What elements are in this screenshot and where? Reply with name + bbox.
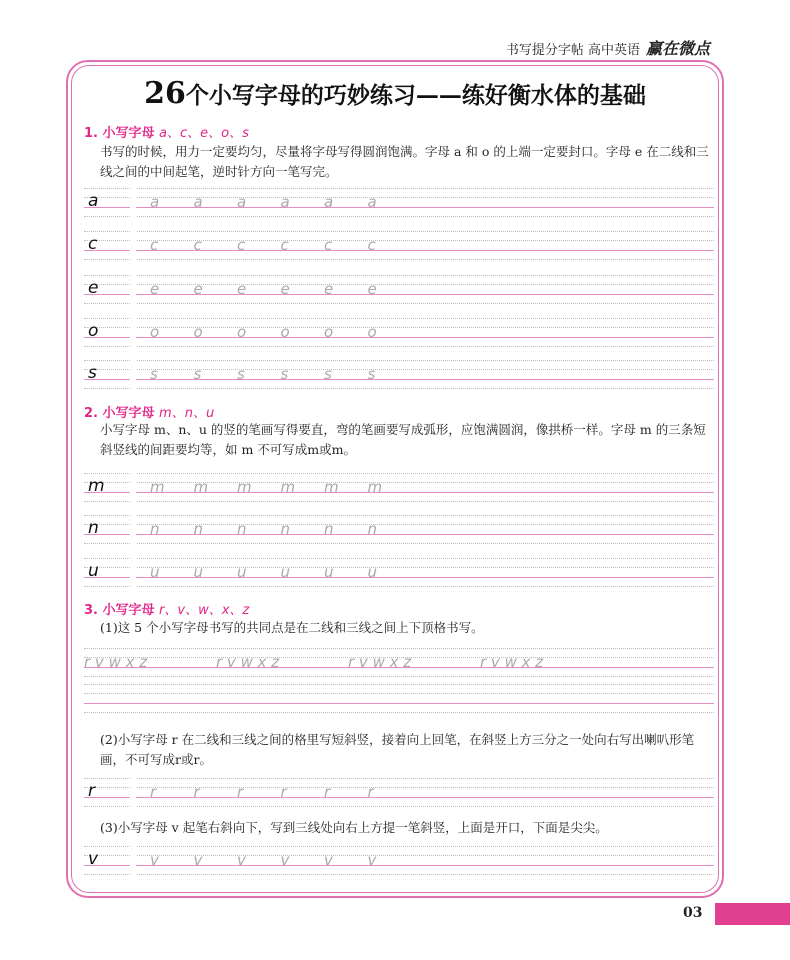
trace-letter: s bbox=[193, 365, 202, 383]
practice-row[interactable] bbox=[84, 318, 714, 348]
trace-letter: o bbox=[193, 323, 203, 341]
trace-letter: a bbox=[237, 193, 247, 211]
page-title bbox=[0, 76, 790, 111]
row-gap bbox=[130, 358, 136, 392]
trace-letter: o bbox=[237, 323, 247, 341]
row-gap bbox=[130, 776, 136, 810]
guide-line bbox=[84, 360, 714, 361]
trace-letter: m bbox=[193, 478, 209, 496]
trace-letter: n bbox=[280, 520, 291, 538]
trace-letter: r bbox=[280, 783, 287, 801]
trace-letter: e bbox=[237, 280, 247, 298]
guide-line bbox=[84, 216, 714, 217]
trace-letter: m bbox=[237, 478, 252, 496]
guide-line bbox=[84, 806, 714, 807]
section-2-text: 小写字母 m、n、u 的竖的笔画写得要直，弯的笔画要写成弧形，应饱满圆润，像拱桥一样。字母 m 的三条短斜竖线的间距要均等，如 m 不可写成m或m。 bbox=[100, 422, 706, 457]
guide-line bbox=[84, 327, 714, 328]
baseline bbox=[84, 703, 714, 704]
guide-line bbox=[84, 318, 714, 319]
practice-row[interactable] bbox=[84, 778, 714, 808]
trace-letter: e bbox=[193, 280, 203, 298]
practice-row[interactable] bbox=[84, 360, 714, 390]
trace-letter: r bbox=[150, 783, 157, 801]
trace-letter: r v w x z bbox=[480, 653, 544, 671]
baseline bbox=[84, 534, 714, 535]
guide-line bbox=[84, 778, 714, 779]
practice-row[interactable] bbox=[84, 648, 714, 678]
trace-letter: r bbox=[193, 783, 200, 801]
section-3-text-3: (3)小写字母 v 起笔右斜向下，写到三线处向右上方提一笔斜竖，上面是开口，下面是尖尖。 bbox=[100, 820, 608, 835]
guide-line bbox=[84, 501, 714, 502]
trace-letter: v bbox=[237, 851, 246, 869]
guide-line bbox=[84, 846, 714, 847]
trace-letter: r v w x z bbox=[216, 653, 280, 671]
sample-letter: u bbox=[88, 561, 99, 581]
trace-letter: c bbox=[150, 236, 159, 254]
row-gap bbox=[130, 229, 136, 263]
baseline bbox=[84, 492, 714, 493]
trace-letter: m bbox=[324, 478, 339, 496]
trace-letter: s bbox=[237, 365, 245, 383]
trace-letter: c bbox=[280, 236, 289, 254]
trace-letter: r v w x z bbox=[348, 653, 412, 671]
guide-line bbox=[84, 259, 714, 260]
sample-letter: s bbox=[88, 363, 97, 383]
guide-line bbox=[84, 543, 714, 544]
guide-line bbox=[84, 346, 714, 347]
trace-letter: a bbox=[193, 193, 203, 211]
row-gap bbox=[130, 316, 136, 350]
baseline bbox=[84, 337, 714, 338]
guide-line bbox=[84, 586, 714, 587]
trace-letter: n bbox=[193, 520, 204, 538]
guide-line bbox=[84, 482, 714, 483]
trace-letter: c bbox=[237, 236, 246, 254]
baseline bbox=[84, 379, 714, 380]
section-3-text-1: (1)这 5 个小写字母书写的共同点是在二线和三线之间上下顶格书写。 bbox=[100, 620, 484, 635]
trace-letter: n bbox=[150, 520, 160, 538]
baseline bbox=[84, 294, 714, 295]
page-number: 03 bbox=[683, 905, 703, 921]
sample-letter: v bbox=[88, 849, 99, 869]
sample-letter: o bbox=[88, 321, 99, 341]
guide-line bbox=[84, 676, 714, 677]
trace-letter: r bbox=[237, 783, 244, 801]
guide-line bbox=[84, 275, 714, 276]
heading-label: 3. 小写字母 bbox=[84, 603, 155, 618]
trace-letter: e bbox=[324, 280, 334, 298]
trace-letter: a bbox=[324, 193, 334, 211]
section-2-heading bbox=[84, 402, 214, 421]
guide-line bbox=[84, 558, 714, 559]
heading-letters: a、c、e、o、s bbox=[159, 126, 249, 141]
trace-letter: m bbox=[280, 478, 296, 496]
guide-line bbox=[84, 197, 714, 198]
section-1-text: 书写的时候，用力一定要均匀，尽量将字母写得圆润饱满。字母 a 和 o 的上端一定要封口。字母 e 在二线和三线之间的中间起笔，逆时针方向一笔写完。 bbox=[100, 144, 709, 179]
practice-row[interactable] bbox=[84, 684, 714, 714]
trace-letter: o bbox=[324, 323, 334, 341]
guide-line bbox=[84, 855, 714, 856]
row-gap bbox=[130, 186, 136, 220]
baseline bbox=[84, 250, 714, 251]
trace-letter: u bbox=[193, 563, 204, 581]
practice-row[interactable] bbox=[84, 275, 714, 305]
trace-letter: c bbox=[193, 236, 202, 254]
trace-letter: s bbox=[150, 365, 158, 383]
guide-line bbox=[84, 303, 714, 304]
trace-letter: e bbox=[150, 280, 160, 298]
trace-letter: v bbox=[324, 851, 333, 869]
guide-line bbox=[84, 648, 714, 649]
trace-letter: s bbox=[367, 365, 376, 383]
heading-label: 2. 小写字母 bbox=[84, 406, 155, 421]
guide-line bbox=[84, 231, 714, 232]
row-gap bbox=[130, 556, 136, 590]
sample-letter: m bbox=[88, 476, 105, 496]
trace-letter: v bbox=[280, 851, 290, 869]
trace-letter: m bbox=[150, 478, 165, 496]
series-title: 书写提分字帖 高中英语 bbox=[505, 43, 640, 58]
trace-letter: e bbox=[280, 280, 290, 298]
trace-letter: v bbox=[193, 851, 203, 869]
practice-row[interactable] bbox=[84, 473, 714, 503]
practice-row[interactable] bbox=[84, 188, 714, 218]
sample-letter: c bbox=[88, 234, 98, 254]
trace-letter: o bbox=[150, 323, 160, 341]
trace-letter: o bbox=[367, 323, 377, 341]
trace-letter: a bbox=[280, 193, 290, 211]
section-1-heading bbox=[84, 122, 249, 141]
guide-line bbox=[84, 369, 714, 370]
sample-letter: e bbox=[88, 278, 99, 298]
trace-letter: s bbox=[324, 365, 332, 383]
title-number: 26 bbox=[144, 76, 186, 111]
baseline bbox=[84, 865, 714, 866]
trace-letter: a bbox=[150, 193, 160, 211]
row-gap bbox=[130, 844, 136, 878]
trace-letter: s bbox=[280, 365, 289, 383]
baseline bbox=[84, 207, 714, 208]
trace-letter: u bbox=[280, 563, 291, 581]
guide-line bbox=[84, 188, 714, 189]
trace-letter: u bbox=[150, 563, 160, 581]
trace-letter: m bbox=[367, 478, 383, 496]
brand-logo: 赢在微点 bbox=[645, 39, 710, 58]
guide-line bbox=[84, 388, 714, 389]
heading-letters: r、v、w、x、z bbox=[159, 603, 250, 618]
trace-letter: r bbox=[324, 783, 331, 801]
trace-letter: o bbox=[280, 323, 290, 341]
trace-letter: c bbox=[367, 236, 376, 254]
guide-line bbox=[84, 515, 714, 516]
guide-line bbox=[84, 684, 714, 685]
trace-letter: n bbox=[324, 520, 334, 538]
guide-line bbox=[84, 524, 714, 525]
guide-line bbox=[84, 874, 714, 875]
guide-line bbox=[84, 693, 714, 694]
practice-row[interactable] bbox=[84, 231, 714, 261]
guide-line bbox=[84, 284, 714, 285]
guide-line bbox=[84, 787, 714, 788]
trace-letter: v bbox=[367, 851, 377, 869]
practice-row[interactable] bbox=[84, 846, 714, 876]
sample-letter: a bbox=[88, 191, 99, 211]
sample-letter: n bbox=[88, 518, 99, 538]
baseline bbox=[84, 797, 714, 798]
trace-letter: n bbox=[367, 520, 378, 538]
trace-letter: n bbox=[237, 520, 247, 538]
trace-letter: a bbox=[367, 193, 377, 211]
trace-letter: e bbox=[367, 280, 377, 298]
guide-line bbox=[84, 240, 714, 241]
practice-row[interactable] bbox=[84, 515, 714, 545]
practice-row[interactable] bbox=[84, 558, 714, 588]
row-gap bbox=[130, 513, 136, 547]
guide-line bbox=[84, 567, 714, 568]
title-text: 个小写字母的巧妙练习——练好衡水体的基础 bbox=[185, 82, 646, 109]
trace-letter: u bbox=[237, 563, 247, 581]
row-gap bbox=[130, 471, 136, 505]
baseline bbox=[84, 577, 714, 578]
row-gap bbox=[130, 273, 136, 307]
trace-letter: r bbox=[367, 783, 374, 801]
heading-label: 1. 小写字母 bbox=[84, 126, 155, 141]
running-header bbox=[506, 36, 710, 59]
sample-letter: r bbox=[88, 781, 95, 801]
guide-line bbox=[84, 712, 714, 713]
trace-letter: c bbox=[324, 236, 333, 254]
trace-letter: r v w x z bbox=[84, 653, 148, 671]
trace-letter: u bbox=[367, 563, 378, 581]
page-tab-bar bbox=[715, 903, 790, 925]
heading-letters: m、n、u bbox=[159, 406, 215, 421]
guide-line bbox=[84, 473, 714, 474]
trace-letter: v bbox=[150, 851, 159, 869]
section-3-heading bbox=[84, 599, 249, 618]
trace-letter: u bbox=[324, 563, 334, 581]
section-3-text-2: (2)小写字母 r 在二线和三线之间的格里写短斜竖，接着向上回笔，在斜竖上方三分之一处向右写出喇叭形笔画，不可写成r或r。 bbox=[100, 732, 695, 767]
